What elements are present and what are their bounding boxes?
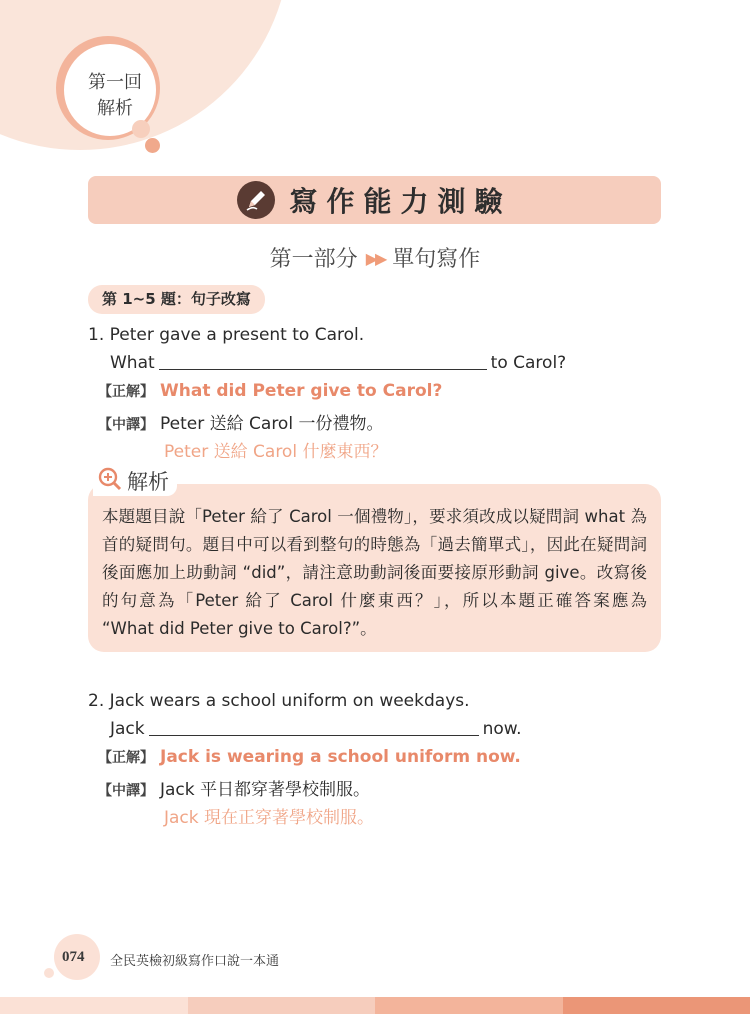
badge-dot	[145, 138, 160, 153]
answer-blank	[149, 735, 479, 736]
answer-line	[98, 747, 521, 767]
section-title-bar	[88, 176, 661, 224]
translation-tag: 【中譯】	[98, 783, 154, 799]
double-arrow-icon: ▶▶	[365, 249, 385, 268]
question-number: 1.	[88, 325, 105, 345]
part-heading	[0, 242, 750, 273]
badge-line-1: 第一回	[88, 72, 142, 93]
prompt-end: now.	[482, 719, 522, 739]
bottom-color-strip	[0, 997, 750, 1014]
page-title: 寫作能力測驗	[289, 185, 512, 218]
analysis-text: 本題題目說「Peter 給了 Carol 一個禮物」，要求須改成以疑問詞 what 為首的疑問句。題目中可以看到整句的時態為「過去簡單式」，因此在疑問詞後面應加上助動詞 “did”，請注意助動詞後面要接原形動詞 give。改寫後的句意為「Peter 給了 Carol 什麼東西？」，所以本題正確答案應為 “What did Peter give to Carol?”。	[102, 507, 647, 638]
answer-blank	[159, 369, 487, 370]
answer-line	[98, 381, 442, 401]
question-range-label: 第 1~5 題：句子改寫	[88, 285, 265, 314]
strip-segment	[0, 997, 188, 1014]
strip-segment	[563, 997, 750, 1014]
badge-line-2: 解析	[97, 98, 133, 119]
question-1	[88, 325, 364, 345]
pencil-icon	[237, 181, 275, 219]
analysis-label: 解析	[127, 470, 169, 494]
strip-segment	[375, 997, 563, 1014]
footer-dot	[44, 968, 54, 978]
round-badge	[64, 70, 166, 122]
analysis-heading	[93, 466, 177, 496]
rewrite-prompt	[110, 353, 566, 373]
question-sentence: Jack wears a school uniform on weekdays.	[109, 691, 470, 711]
answer-tag: 【正解】	[98, 384, 154, 400]
translation-answer: Jack 現在正穿著學校制服。	[164, 808, 375, 828]
question-2	[88, 691, 470, 711]
prompt-start: Jack	[110, 719, 145, 739]
page-number: 074	[62, 949, 85, 965]
translation-line	[98, 409, 383, 434]
translation-original: Peter 送給 Carol 一份禮物。	[160, 414, 384, 434]
part-label: 第一部分	[269, 247, 358, 272]
strip-segment	[188, 997, 376, 1014]
book-title: 全民英檢初級寫作口說一本通	[110, 954, 280, 969]
prompt-start: What	[110, 353, 155, 373]
question-sentence: Peter gave a present to Carol.	[109, 325, 365, 345]
part-name: 單句寫作	[392, 247, 481, 272]
answer-tag: 【正解】	[98, 750, 154, 766]
translation-answer: Peter 送給 Carol 什麼東西？	[164, 442, 388, 462]
rewrite-prompt	[110, 719, 522, 739]
translation-original: Jack 平日都穿著學校制服。	[160, 780, 371, 800]
prompt-end: to Carol?	[490, 353, 567, 373]
badge-dot	[132, 120, 150, 138]
translation-tag: 【中譯】	[98, 417, 154, 433]
correct-answer: Jack is wearing a school uniform now.	[160, 747, 521, 767]
question-number: 2.	[88, 691, 105, 711]
correct-answer: What did Peter give to Carol?	[160, 381, 443, 401]
translation-line	[98, 775, 370, 800]
magnifier-icon	[97, 466, 123, 497]
